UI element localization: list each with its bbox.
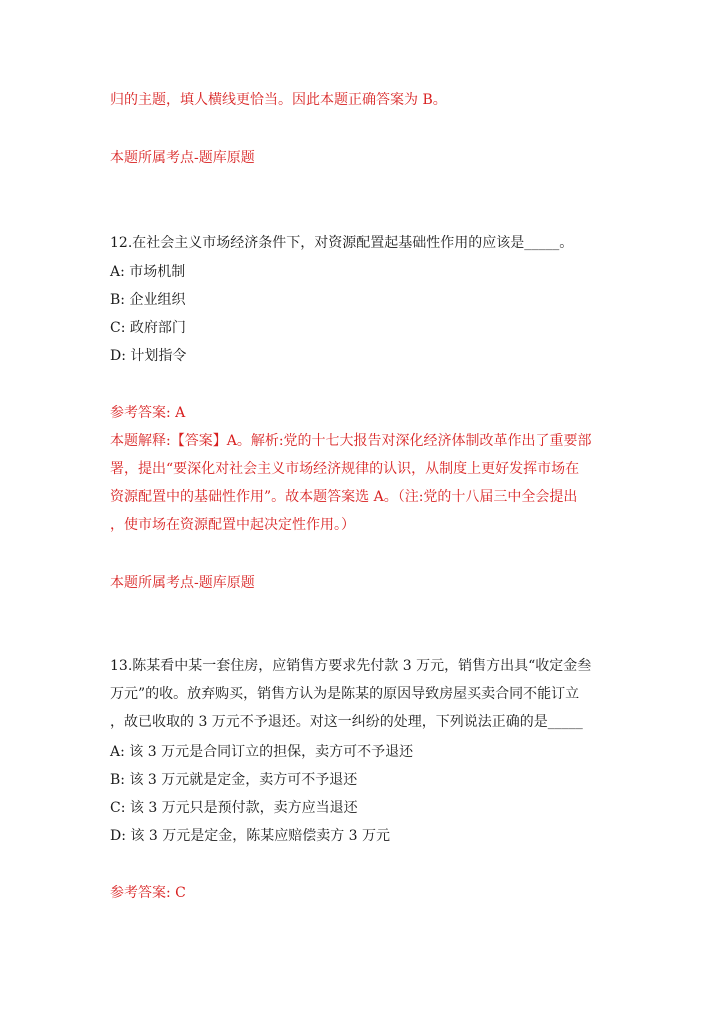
explanation-line: 本题解释:【答案】A。解析:党的十七大报告对深化经济体制改革作出了重要部 [110,433,592,449]
option-b: B: 该 3 万元就是定金，卖方可不予退还 [110,772,358,788]
answer-label: 参考答案: C [110,885,186,901]
explanation-line: 署，提出“要深化对社会主义市场经济规律的认识，从制度上更好发挥市场在 [110,461,580,477]
option-d: D: 计划指令 [110,348,187,364]
explanation-tail: 归的主题，填人横线更恰当。因此本题正确答案为 B。 [110,92,447,108]
answer-label: 参考答案: A [110,405,186,421]
question-stem: 13.陈某看中某一套住房，应销售方要求先付款 3 万元，销售方出具“收定金叁 [110,658,592,674]
explanation-line: ，使市场在资源配置中起决定性作用。） [110,517,355,533]
option-c: C: 政府部门 [110,320,186,336]
option-a: A: 该 3 万元是合同订立的担保，卖方可不予退还 [110,744,414,760]
option-d: D: 该 3 万元是定金，陈某应赔偿卖方 3 万元 [110,828,391,844]
option-a: A: 市场机制 [110,264,186,280]
option-b: B: 企业组织 [110,292,186,308]
source-note: 本题所属考点-题库原题 [110,575,255,591]
option-c: C: 该 3 万元只是预付款，卖方应当退还 [110,800,358,816]
question-stem: 12.在社会主义市场经济条件下，对资源配置起基础性作用的应该是_____。 [110,235,574,251]
source-note: 本题所属考点-题库原题 [110,150,255,166]
question-stem: 万元”的收。放弃购买，销售方认为是陈某的原因导致房屋买卖合同不能订立 [110,686,580,702]
question-stem: ，故已收取的 3 万元不予退还。对这一纠纷的处理，下列说法正确的是_____ [110,714,583,730]
explanation-line: 资源配置中的基础性作用”。故本题答案选 A。（注:党的十八届三中全会提出 [110,489,578,505]
